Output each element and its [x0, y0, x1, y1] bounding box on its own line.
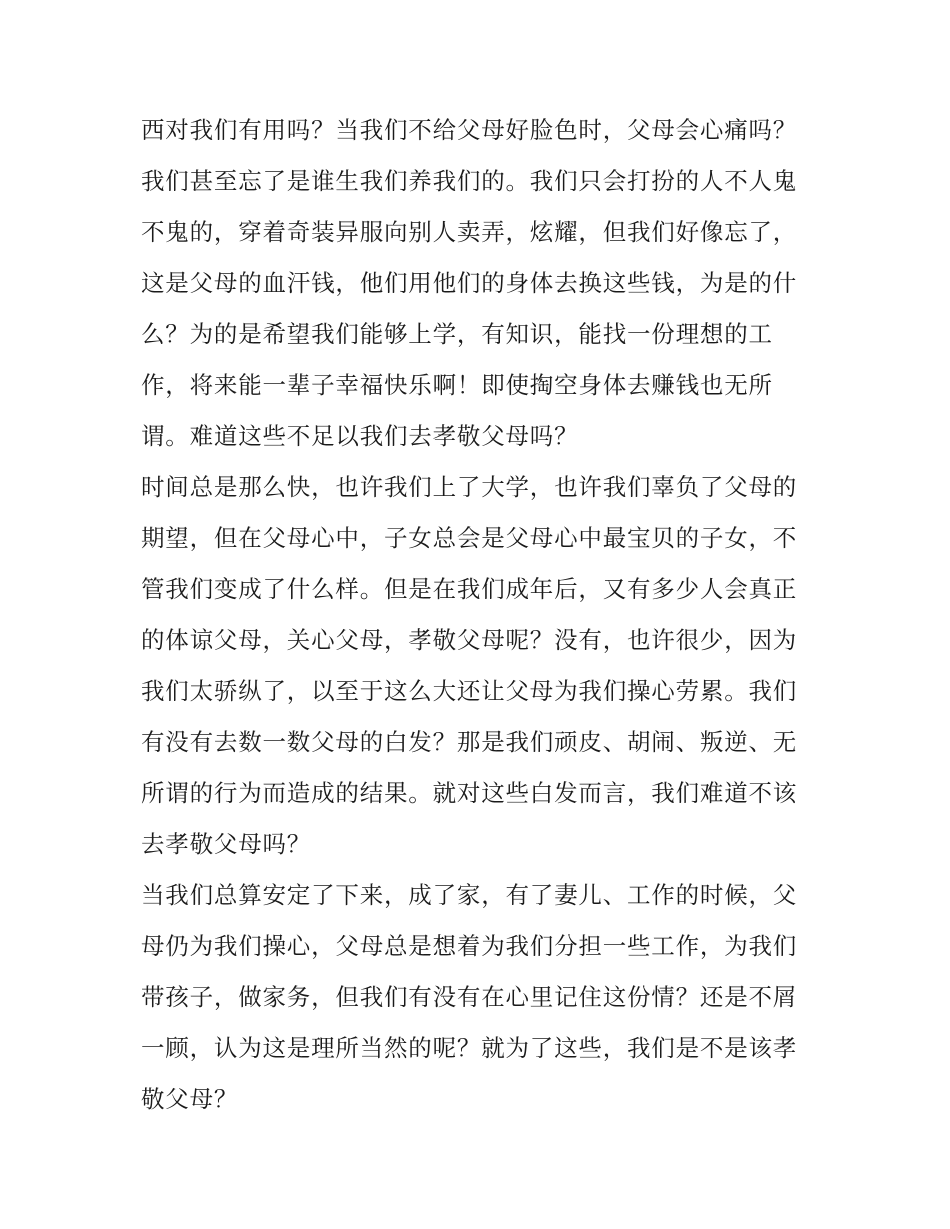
text-line: 当我们总算安定了下来，成了家，有了妻儿、工作的时候，父 [141, 881, 798, 909]
text-line: 作，将来能一辈子幸福快乐啊！即使掏空身体去赚钱也无所 [141, 371, 773, 399]
text-line: 有没有去数一数父母的白发？那是我们顽皮、胡闹、叛逆、无 [141, 728, 798, 756]
text-line: 敬父母？ [141, 1085, 239, 1113]
text-line: 我们太骄纵了，以至于这么大还让父母为我们操心劳累。我们 [141, 677, 798, 705]
text-line: 西对我们有用吗？当我们不给父母好脸色时，父母会心痛吗？ [141, 116, 798, 144]
text-line: 去孝敬父母吗？ [141, 830, 312, 858]
text-line: 一顾，认为这是理所当然的呢？就为了这些，我们是不是该孝 [141, 1034, 798, 1062]
text-line: 的体谅父母，关心父母，孝敬父母呢？没有，也许很少，因为 [141, 626, 798, 654]
text-line: 谓。难道这些不足以我们去孝敬父母吗？ [141, 422, 579, 450]
text-line: 时间总是那么快，也许我们上了大学，也许我们辜负了父母的 [141, 473, 798, 501]
text-line: 管我们变成了什么样。但是在我们成年后，又有多少人会真正 [141, 575, 798, 603]
text-line: 不鬼的，穿着奇装异服向别人卖弄，炫耀，但我们好像忘了， [141, 218, 798, 246]
text-line: 我们甚至忘了是谁生我们养我们的。我们只会打扮的人不人鬼 [141, 167, 798, 195]
body-text [141, 105, 816, 1125]
text-line: 期望，但在父母心中，子女总会是父母心中最宝贝的子女，不 [141, 524, 798, 552]
text-line: 所谓的行为而造成的结果。就对这些白发而言，我们难道不该 [141, 779, 798, 807]
text-line: 母仍为我们操心，父母总是想着为我们分担一些工作，为我们 [141, 932, 798, 960]
text-line: 么？为的是希望我们能够上学，有知识，能找一份理想的工 [141, 320, 773, 348]
text-line: 带孩子，做家务，但我们有没有在心里记住这份情？还是不屑 [141, 983, 798, 1011]
text-line: 这是父母的血汗钱，他们用他们的身体去换这些钱，为是的什 [141, 269, 798, 297]
